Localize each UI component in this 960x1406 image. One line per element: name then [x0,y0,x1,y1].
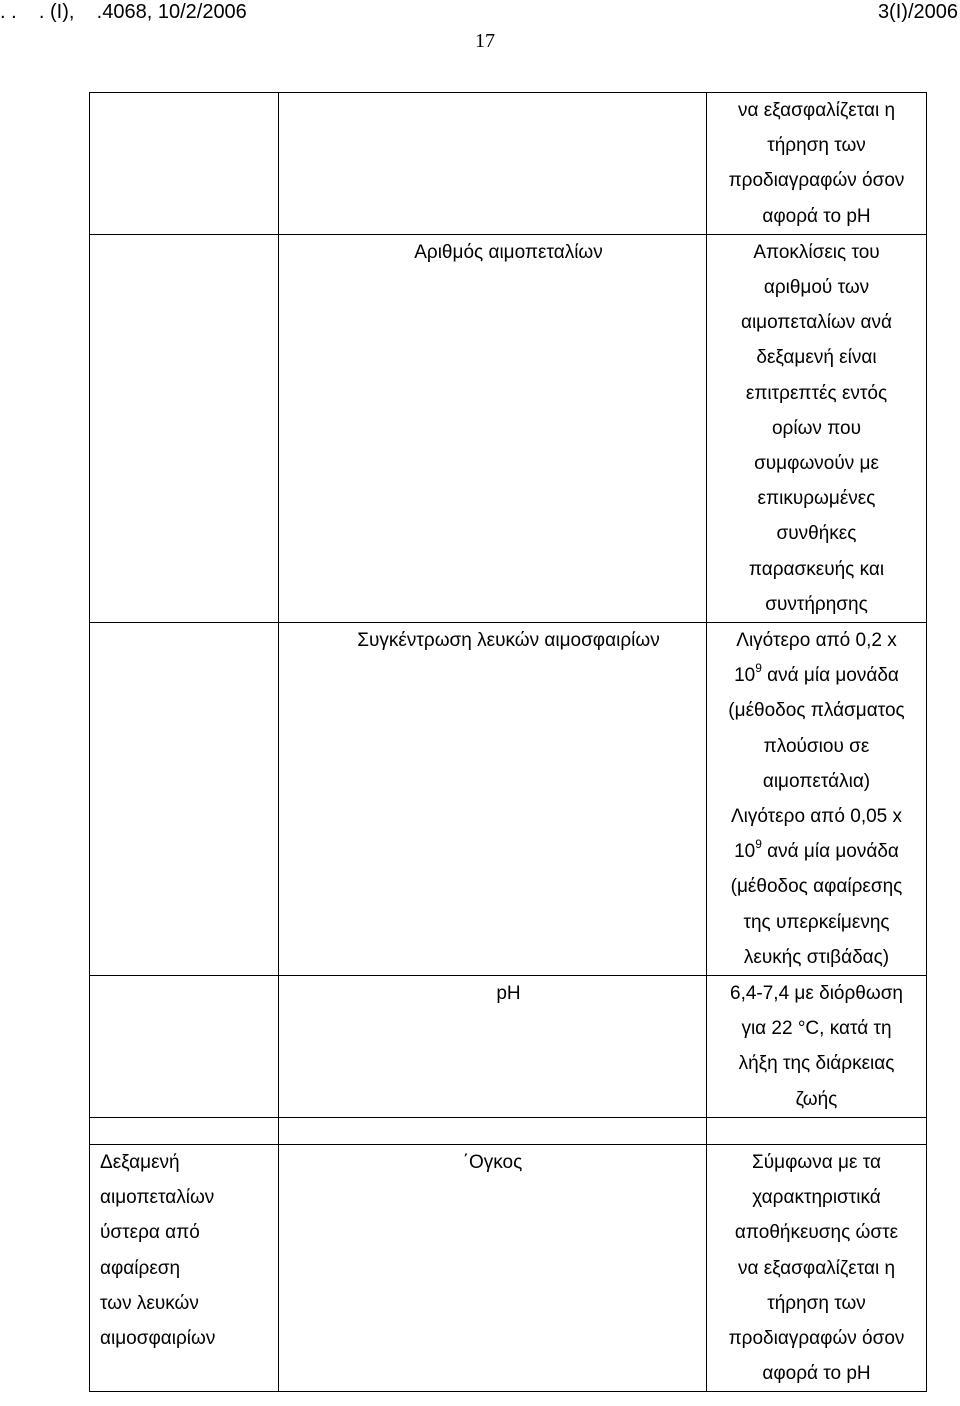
table-cell-measure [279,234,707,622]
cell-text: να εξασφαλίζεται η τήρηση των προδιαγραφών όσον αφορά το pH [728,100,905,227]
table-cell-value [707,234,927,622]
table-cell-value [707,93,927,235]
limit-exponent: 9 [755,660,762,675]
limit-base: 10 [734,665,756,687]
table-row [90,1144,927,1391]
table-cell-measure [279,1144,707,1391]
table-cell-value [707,623,927,976]
white-cell-limit-buffy [707,799,926,975]
table-cell-component [90,623,279,976]
table-cell-measure [279,976,707,1118]
table-row-spacer [90,1117,927,1144]
table-row [90,234,927,622]
table-cell-empty [90,1117,279,1144]
table-cell-measure [279,623,707,976]
table-cell-empty [279,1117,707,1144]
limit-base: 10 [734,841,756,863]
cell-text: Συγκέντρωση λευκών αιμοσφαιρίων [357,630,660,652]
limit-rest: ανά μία μονάδα (μέθοδος πλάσματος πλούσιου σε αιμοπετάλια) [728,665,905,792]
cell-text: Σύμφωνα με τα χαρακτηριστικά αποθήκευσης ώστε να εξασφαλίζεται η τήρηση των προδιαγραφών όσον αφορά το pH [728,1151,905,1385]
cell-text: Δεξαμενή αιμοπεταλίων ύστερα από αφαίρεση των λευκών αιμοσφαιρίων [100,1151,216,1349]
page-number: 17 [475,30,495,52]
limit-line: Λιγότερο από 0,05 x [730,806,903,828]
table-cell-component [90,93,279,235]
header-right: 3(Ι)/2006 [877,1,958,23]
limit-exponent: 9 [755,836,762,851]
table-row [90,93,927,235]
cell-text: Αριθμός αιμοπεταλίων [414,241,603,263]
table-cell-measure [279,93,707,235]
cell-text: ΄Ογκος [462,1151,523,1173]
table-cell-component [90,1144,279,1391]
header-left: . . . (Ι), .4068, 10/2/2006 [0,1,247,23]
table-cell-component [90,234,279,622]
specification-table [89,92,927,1392]
cell-text: pH [496,983,521,1005]
limit-line: Λιγότερο από 0,2 x [736,630,897,652]
cell-text: 6,4-7,4 με διόρθωση για 22 °C, κατά τη λήξη της διάρκειας ζωής [730,983,903,1110]
table-cell-value [707,976,927,1118]
limit-rest: ανά μία μονάδα (μέθοδος αφαίρεσης της υπερκείμενης λευκής στιβάδας) [730,841,903,968]
table-row [90,976,927,1118]
cell-text: Αποκλίσεις του αριθμού των αιμοπεταλίων ανά δεξαμενή είναι επιτρεπτές εντός ορίων που συμφωνούν με επικυρωμένες συνθήκες παρασκευής και συντήρησης [740,241,893,615]
table-cell-empty [707,1117,927,1144]
table-cell-value [707,1144,927,1391]
white-cell-limit-prp [707,623,926,799]
table-row [90,623,927,976]
table-cell-component [90,976,279,1118]
